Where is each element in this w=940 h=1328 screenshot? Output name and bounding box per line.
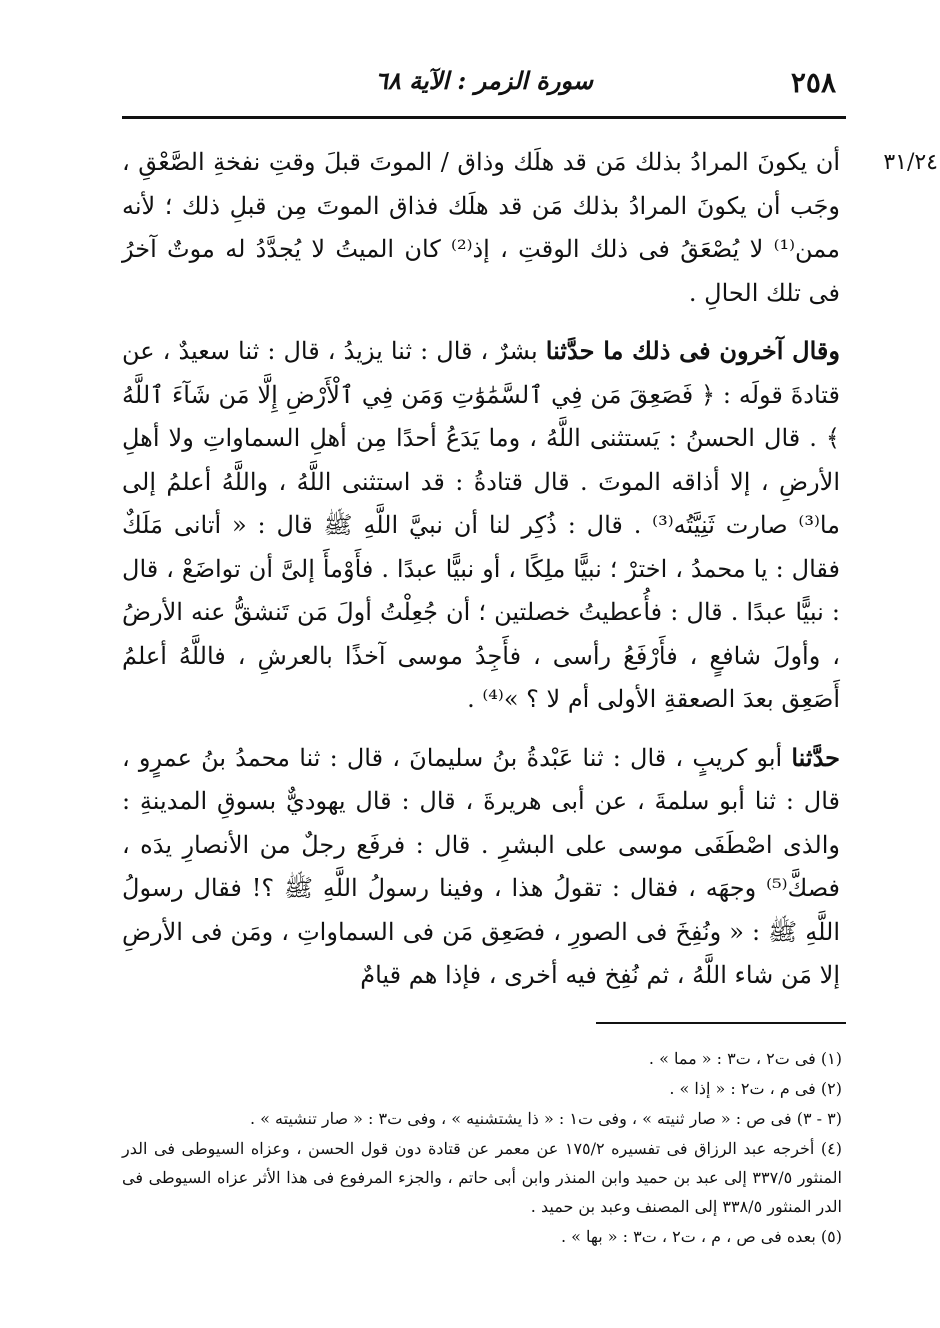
header-divider — [122, 116, 846, 119]
paragraph-text: أن يكونَ المرادُ بذلك مَن قد هلَك وذاق / الموتَ قبلَ وقتِ نفخةِ الصَّعْقِ ، وجَب أن يكونَ المرادُ بذلك مَن قد هلَك فذاق الموتَ مِن قبلِ ذلك ؛ لأنه ممن⁽¹⁾ لا يُصْعَقُ فى ذلك الوقتِ ، إذ⁽²⁾ كان الميتُ لا يُجدَّدُ له موتٌ آخرُ فى تلك الحالِ . — [122, 148, 840, 307]
footnote-3: (٣ - ٣) فى ص : « صار ثنيته » ، وفى ت١ : « ذا يشتشنيه » ، وفى ت٣ : « صار تنشيته » . — [249, 1109, 842, 1128]
footnote-divider — [596, 1022, 846, 1024]
paragraph-3 — [122, 736, 840, 998]
paragraph-2 — [122, 329, 840, 722]
footnote-1: (١) فى ت٢ ، ت٣ : « مما » . — [648, 1049, 842, 1068]
paragraph-1 — [122, 140, 840, 315]
page-header — [122, 58, 846, 108]
footnote-4: (٤) أخرجه عبد الرزاق فى تفسيره ١٧٥/٢ عن معمر عن قتادة دون قول الحسن ، وعزاه السيوطى فى الدر المنثور ٣٣٧/٥ إلى عبد بن حميد وابن المنذر وابن أبى حاتم ، والجزء المرفوع فى هذا الأثر عزاه السيوطى فى الدر المنثور ٣٣٨/٥ إلى المصنف وعبد بن حميد . — [122, 1139, 842, 1216]
footnote-5: (٥) بعده فى ص ، م ، ت٢ ، ت٣ : « بها » . — [560, 1227, 842, 1246]
footnotes — [122, 1044, 842, 1251]
running-title: سورة الزمر : الآية ٦٨ — [375, 66, 593, 95]
paragraph-lead: حدَّثنا — [791, 742, 840, 772]
margin-reference: ٣١/٢٤ — [883, 150, 938, 175]
paragraph-text: أبو كريبٍ ، قال : ثنا عَبْدةُ بنُ سليمانَ ، قال : ثنا محمدُ بنُ عمرٍو ، قال : ثنا أبو سلمةَ ، عن أبى هريرةَ ، قال : قال يهوديٌّ بسوقِ المدينةِ : والذى اصْطَفَى موسى على البشرِ . قال : فرفَع رجلٌ من الأنصارِ يدَه ، فصكَّ⁽⁵⁾ وجهَه ، فقال : تقولُ هذا ، وفينا رسولُ اللَّهِ ﷺ ؟! فقال رسولُ اللَّهِ ﷺ : « ونُفِخَ فى الصورِ ، فصَعِق مَن فى السماواتِ ، ومَن فى الأرضِ إلا مَن شاء اللَّهُ ، ثم نُفِخ فيه أخرى ، فإذا هم قيامٌ — [122, 743, 841, 989]
main-text — [122, 140, 840, 998]
paragraph-text: بشرٌ ، قال : ثنا يزيدُ ، قال : ثنا سعيدٌ ، عن قتادةَ قولَه : ﴿ فَصَعِقَ مَن فِي ٱلسَّمَٰوَٰتِ وَمَن فِي ٱلْأَرْضِ إِلَّا مَن شَآءَ ٱللَّهُ ﴾ . قال الحسنُ : يَستثنى اللَّهُ ، وما يَدَعُ أحدًا مِن أهلِ السماواتِ ولا أهلِ الأرضِ ، إلا أذاقه الموتَ . قال قتادةُ : قد استثنى اللَّهُ ، واللَّهُ أعلمُ إلى ما⁽³⁾ صارت ثَنِيَّتُه⁽³⁾ . قال : ذُكِر لنا أن نبيَّ اللَّهِ ﷺ قال : « أتانى مَلَكٌ فقال : يا محمدُ ، اخترْ ؛ نبيًّا ملِكًا ، أو نبيًّا عبدًا . فأَوْمأَ إلىَّ أن تواضَعْ ، قال : نبيًّا عبدًا . قال : فأُعطيتُ خصلتين ؛ أن جُعِلْتُ أولَ مَن تَنشقُّ عنه الأرضُ ، وأولَ شافعٍ ، فأَرْفَعُ رأسى ، فأَجِدُ موسى آخذًا بالعرشِ ، فاللَّهُ أعلمُ أَصَعِق بعدَ الصعقةِ الأولى أم لا ؟ »⁽⁴⁾ . — [122, 337, 840, 713]
page-number: ٢٥٨ — [790, 66, 836, 99]
footnote-2: (٢) فى م ، ت٢ : « إذا » . — [669, 1079, 842, 1098]
paragraph-lead: وقال آخرون فى ذلك ما حدَّثنا — [545, 336, 840, 365]
